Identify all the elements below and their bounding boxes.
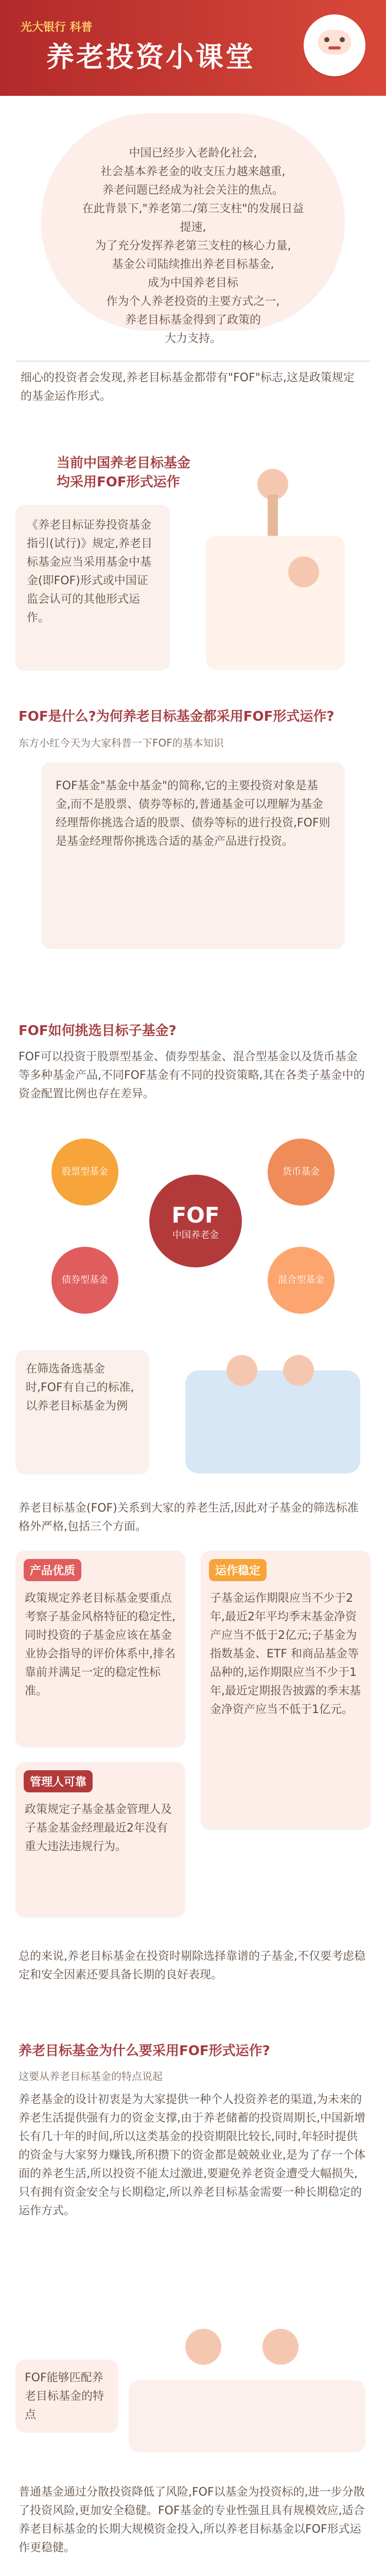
criteria-text: 政策规定养老目标基金要重点考察子基金风格特征的稳定性,同时投资的子基金应该在基金业协会指导的评价体系中,排名靠前并满足一定的稳定性标准。 xyxy=(25,1592,176,1698)
q2-bottom-text: 养老目标基金(FOF)关系到大家的养老生活,因此对子基金的筛选标准格外严格,包括三个方面。 xyxy=(19,1502,359,1533)
section1-text: 《养老目标证券投资基金指引(试行)》规定,养老目标基金应当采用基金中基金(即FOF)形式或中国证监会认可的其他形式运作。 xyxy=(27,519,153,624)
intro-line: 为了充分发挥养老第三支柱的核心力量, xyxy=(95,240,291,252)
q2-side-text: 在筛选备选基金时,FOF有自己的标准,以养老目标基金为例 xyxy=(26,1363,134,1413)
section1-illustration xyxy=(185,464,365,680)
bubble-mixed: 混合型基金 xyxy=(268,1247,335,1314)
notice-text: 细心的投资者会发现,养老目标基金都带有"FOF"标志,这是政策规定的基金运作形式。 xyxy=(21,371,355,403)
intro-line: 社会基本养老金的收支压力越来越重, xyxy=(100,165,286,178)
section1-title-line2: 均采用FOF形式运作 xyxy=(57,474,180,490)
q2-text: FOF可以投资于股票型基金、债券型基金、混合型基金以及货币基金等多种基金产品,不同FOF基金有不同的投资策略,其在各类子基金中的资金配置比例也存在差异。 xyxy=(19,1050,365,1100)
q1-sub: 东方小红今天为大家科普一下FOF的基本知识 xyxy=(19,737,224,749)
intro-line: 养老问题已经成为社会关注的焦点。 xyxy=(102,184,284,197)
criteria-text: 政策规定子基金基金管理人及子基金基金经理最近2年没有重大违法违规行为。 xyxy=(25,1803,172,1853)
criteria-tag: 运作稳定 xyxy=(209,1559,267,1581)
criteria-card xyxy=(15,1762,185,1917)
bubble-money: 货币基金 xyxy=(268,1139,335,1206)
intro-line: 成为中国养老目标 xyxy=(147,277,238,290)
bubble-fof: FOF 中国养老金 xyxy=(149,1175,242,1267)
section1-title-line1: 当前中国养老目标基金 xyxy=(57,455,191,471)
q3-section xyxy=(0,2040,386,2576)
intro-line: 养老目标基金得到了政策的 xyxy=(125,314,261,327)
header-title: 养老投资小课堂 xyxy=(46,41,255,73)
q3-text2: 普通基金通过分散投资降低了风险,FOF以基金为投资标的,进一步分散了投资风险,更加安全稳健。FOF基金的专业性强且具有规模效应,适合养老目标基金的长期大规模资金投入,所以养老目标基金以FOF形式运作更稳健。 xyxy=(19,2486,365,2554)
q1-box-text: FOF基金"基金中基金"的简称,它的主要投资对象是基金,而不是股票、债券等标的,普通基金可以理解为基金经理帮你挑选合适的股票、债券等标的进行投资,FOF则是基金经理帮你挑选合适的基金产品进行投资。 xyxy=(56,779,330,848)
section1-card xyxy=(15,505,170,670)
bubble-stock: 股票型基金 xyxy=(51,1139,118,1206)
intro-section xyxy=(0,113,386,350)
q1-section xyxy=(0,706,386,994)
q1-box xyxy=(41,762,345,948)
header-logo: 光大银行 科普 xyxy=(21,21,93,34)
intro-line: 作为个人养老投资的主要方式之一, xyxy=(106,295,280,308)
intro-line: 在此背景下,"养老第二/第三支柱"的发展日益提速, xyxy=(82,202,304,234)
notice-section xyxy=(0,361,386,422)
section1 xyxy=(0,443,386,701)
bubble-bond: 债券型基金 xyxy=(51,1247,118,1314)
intro-line: 基金公司陆续推出养老目标基金, xyxy=(112,258,274,271)
q3-illustration xyxy=(129,2308,365,2463)
mascot-icon xyxy=(304,14,365,76)
intro-card xyxy=(41,113,345,345)
q1-question: FOF是什么?为何养老目标基金都采用FOF形式运作? xyxy=(19,709,335,724)
header xyxy=(0,0,386,96)
criteria-text: 子基金运作期限应当不少于2年,最近2年平均季末基金净资产应当不低于2亿元;子基金为指数基金、ETF 和商品基金等品种的,运作期限应当不少于1年,最近定期报告披露的季末基金净资产应当不低于1亿元。 xyxy=(210,1592,361,1716)
intro-line: 大力支持。 xyxy=(164,332,221,345)
q2-side-card xyxy=(15,1350,149,1473)
intro-lines xyxy=(77,144,309,348)
criteria-grid xyxy=(15,1551,371,1942)
q3-sub: 这要从养老目标基金的特点说起 xyxy=(19,2070,163,2082)
q2-question: FOF如何挑选目标子基金? xyxy=(19,1023,177,1039)
criteria-card xyxy=(201,1551,371,1829)
q3-text: 养老基金的设计初衷是为大家提供一种个人投资养老的渠道,为未来的养老生活提供强有力的资金支撑,由于养老储蓄的投资周期长,中国新增长有几十年的时间,所以这类基金的投资期限比较长,同时,年轻时提供的资金与大家努力赚钱,所积攒下的资金都是兢兢业业,是为了存一个体面的养老生活,所以投资不能太过激进,要避免养老资金遭受大幅损失,只有拥有资金安全与长期稳定,所以养老目标基金需要一种长期稳定的运作方式。 xyxy=(19,2093,365,2217)
fund-bubbles xyxy=(15,1118,371,1334)
q3-question: 养老目标基金为什么要采用FOF形式运作? xyxy=(19,2043,270,2059)
intro-line: 中国已经步入老龄化社会, xyxy=(129,147,257,160)
criteria-tag: 管理人可靠 xyxy=(24,1770,93,1792)
elderly-couple-illustration xyxy=(165,1329,371,1494)
q3-mid-label: FOF能够匹配养老目标基金的特点 xyxy=(15,2360,118,2432)
q2-summary: 总的来说,养老目标基金在投资时剔除选择靠谱的子基金,不仅要考虑稳定和安全因素还要具备长期的良好表现。 xyxy=(19,1950,365,1981)
q2-section xyxy=(0,1020,386,1999)
criteria-card xyxy=(15,1551,185,1747)
criteria-tag: 产品优质 xyxy=(24,1559,81,1581)
